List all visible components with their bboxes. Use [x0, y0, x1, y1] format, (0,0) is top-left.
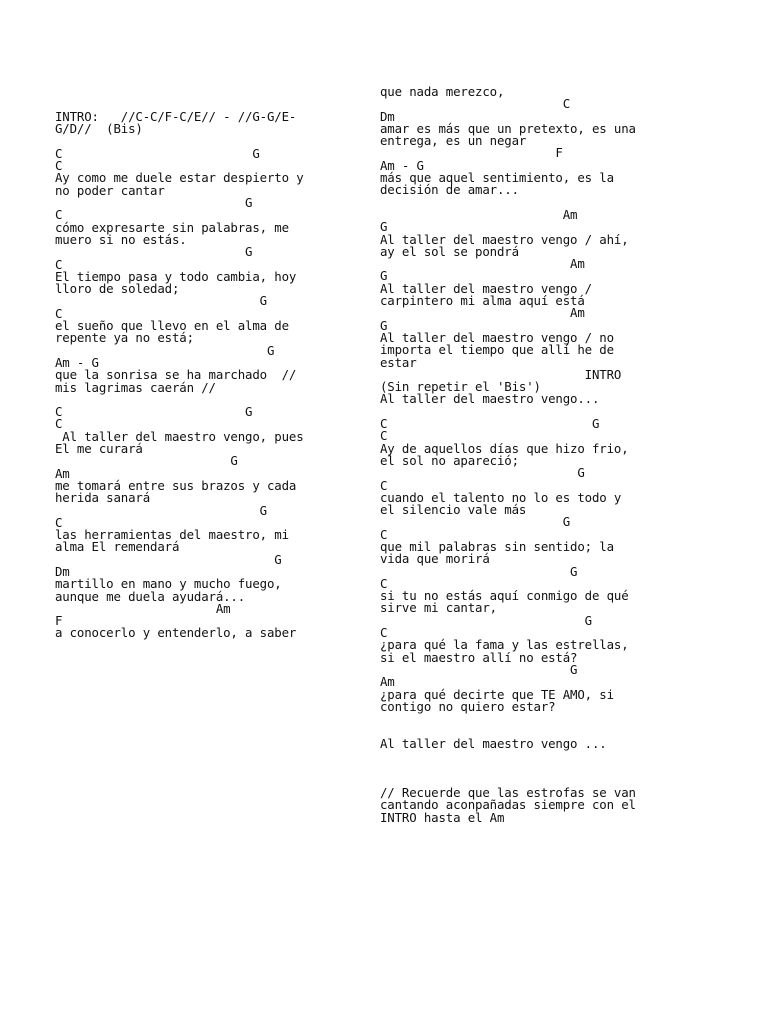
lyric-line: ¿para qué decirte que TE AMO, si — [380, 686, 614, 702]
lyric-line: El tiempo pasa y todo cambia, hoy — [55, 268, 297, 284]
lyric-line: G — [380, 219, 388, 235]
lyric-line: Dm — [380, 108, 395, 124]
lyric-line: INTRO — [380, 366, 622, 382]
lyric-line — [380, 750, 710, 762]
lyric-line: Ay como me duele estar despierto y — [55, 170, 304, 186]
lyric-line — [380, 713, 710, 725]
lyric-line: G — [380, 563, 578, 579]
lyric-line: si el maestro allí no está? — [380, 649, 578, 665]
lyric-line: mis lagrimas caerán // — [55, 379, 216, 395]
lyric-line: no poder cantar — [55, 182, 165, 198]
lyric-line: el silencio vale más — [380, 502, 527, 518]
lyric-line: el sol no apareció; — [380, 452, 519, 468]
lyric-line: C — [55, 158, 63, 174]
lyric-line: a conocerlo y entenderlo, a saber — [55, 625, 297, 641]
lyric-line: G — [380, 514, 571, 530]
lyric-line: Ay de aquellos días que hizo frio, — [380, 440, 629, 456]
lyric-line: G — [55, 293, 267, 309]
right-column-lyrics — [380, 86, 710, 824]
lyric-line: INTRO hasta el Am — [380, 809, 505, 825]
lyric-line: decisión de amar... — [380, 182, 519, 198]
lyric-line: Dm — [55, 563, 70, 579]
lyric-line: Am — [55, 600, 231, 616]
lyric-line: Am - G — [55, 354, 99, 370]
lyric-line: C — [55, 305, 63, 321]
lyric-line: vida que morirá — [380, 551, 490, 567]
lyric-line: martillo en mano y mucho fuego, — [55, 576, 282, 592]
lyric-line: C — [55, 416, 63, 432]
lyric-line: G — [380, 268, 388, 284]
lyric-line: me tomará entre sus brazos y cada — [55, 477, 297, 493]
lyric-line: cómo expresarte sin palabras, me — [55, 219, 289, 235]
lyric-line: C — [380, 428, 388, 444]
lyric-line: entrega, es un negar — [380, 133, 527, 149]
lyric-line: // Recuerde que las estrofas se van — [380, 784, 636, 800]
lyric-line: muero si no estás. — [55, 231, 187, 247]
lyric-line: C G — [380, 416, 600, 432]
lyric-line: G — [380, 465, 585, 481]
lyric-line: G — [55, 551, 282, 567]
lyric-line: Al taller del maestro vengo ... — [380, 735, 607, 751]
lyric-line: aunque me duela ayudará... — [55, 588, 246, 604]
lyric-line: Am — [380, 256, 585, 272]
lyric-line: C — [55, 207, 63, 223]
lyric-line: más que aquel sentimiento, es la — [380, 170, 614, 186]
lyric-line: el sueño que llevo en el alma de — [55, 318, 289, 334]
lyric-line: alma El remendará — [55, 539, 180, 555]
lyric-line: F — [380, 145, 563, 161]
lyric-line: contigo no quiero estar? — [380, 698, 556, 714]
lyric-line: G — [55, 244, 253, 260]
lyric-line: INTRO: //C-C/F-C/E// - //G-G/E- — [55, 109, 297, 124]
lyric-line: G — [55, 453, 238, 469]
lyric-line: lloro de soledad; — [55, 281, 180, 297]
lyric-line: G — [55, 195, 253, 211]
lyric-line: C — [380, 96, 571, 112]
lyric-line: repente ya no está; — [55, 330, 194, 346]
lyric-line: Al taller del maestro vengo / — [380, 280, 592, 296]
lyric-line: C — [55, 256, 63, 272]
lyric-line: G — [55, 342, 275, 358]
lyric-line — [380, 762, 710, 774]
lyric-line: C — [380, 625, 388, 641]
lyric-line: las herramientas del maestro, mi — [55, 527, 289, 543]
lyric-line: Al taller del maestro vengo / no — [380, 329, 614, 345]
lyric-line: Al taller del maestro vengo / ahí, — [380, 231, 629, 247]
lyric-line: cuando el talento no lo es todo y — [380, 489, 622, 505]
lyric-line: G/D// (Bis) — [55, 121, 143, 137]
lyric-line: G — [380, 661, 578, 677]
lyric-line: ay el sol se pondrá — [380, 243, 519, 259]
lyric-line: herida sanará — [55, 490, 151, 506]
lyric-line: si tu no estás aquí conmigo de qué — [380, 588, 629, 604]
lyric-line: Am — [380, 674, 395, 690]
lyric-line: G — [380, 317, 388, 333]
left-column-lyrics — [55, 111, 355, 640]
lyric-line: que mil palabras sin sentido; la — [380, 538, 614, 554]
lyric-line: G — [380, 612, 592, 628]
lyric-line: Am - G — [380, 157, 424, 173]
lyric-line: amar es más que un pretexto, es una — [380, 120, 636, 136]
lyric-line: (Sin repetir el 'Bis') — [380, 379, 541, 395]
lyric-line: C — [380, 575, 388, 591]
lyric-line: El me curará — [55, 441, 143, 457]
lyric-line: Al taller del maestro vengo... — [380, 391, 600, 407]
lyric-line: carpintero mi alma aquí está — [380, 293, 585, 309]
lyric-line: Am — [55, 465, 70, 481]
lyric-line: sirve mi cantar, — [380, 600, 497, 616]
lyric-line: C — [380, 477, 388, 493]
lyric-line: G — [55, 502, 267, 518]
lyric-line: C — [380, 526, 388, 542]
lyric-line: Al taller del maestro vengo, pues — [55, 428, 304, 444]
lyric-line: importa el tiempo que allí he de — [380, 342, 614, 358]
lyric-line: Am — [380, 206, 578, 222]
lyric-line: C G — [55, 145, 260, 161]
lyric-line: cantando aconpañadas siempre con el — [380, 797, 636, 813]
lyric-line: que la sonrisa se ha marchado // — [55, 367, 297, 383]
lyric-line: C — [55, 514, 63, 530]
lyric-line: Am — [380, 305, 585, 321]
lyric-line: F — [55, 613, 63, 629]
lyric-line: ¿para qué la fama y las estrellas, — [380, 637, 629, 653]
lyric-line: que nada merezco, — [380, 84, 505, 99]
lyric-line: C G — [55, 404, 253, 420]
lyric-line: estar — [380, 354, 417, 370]
